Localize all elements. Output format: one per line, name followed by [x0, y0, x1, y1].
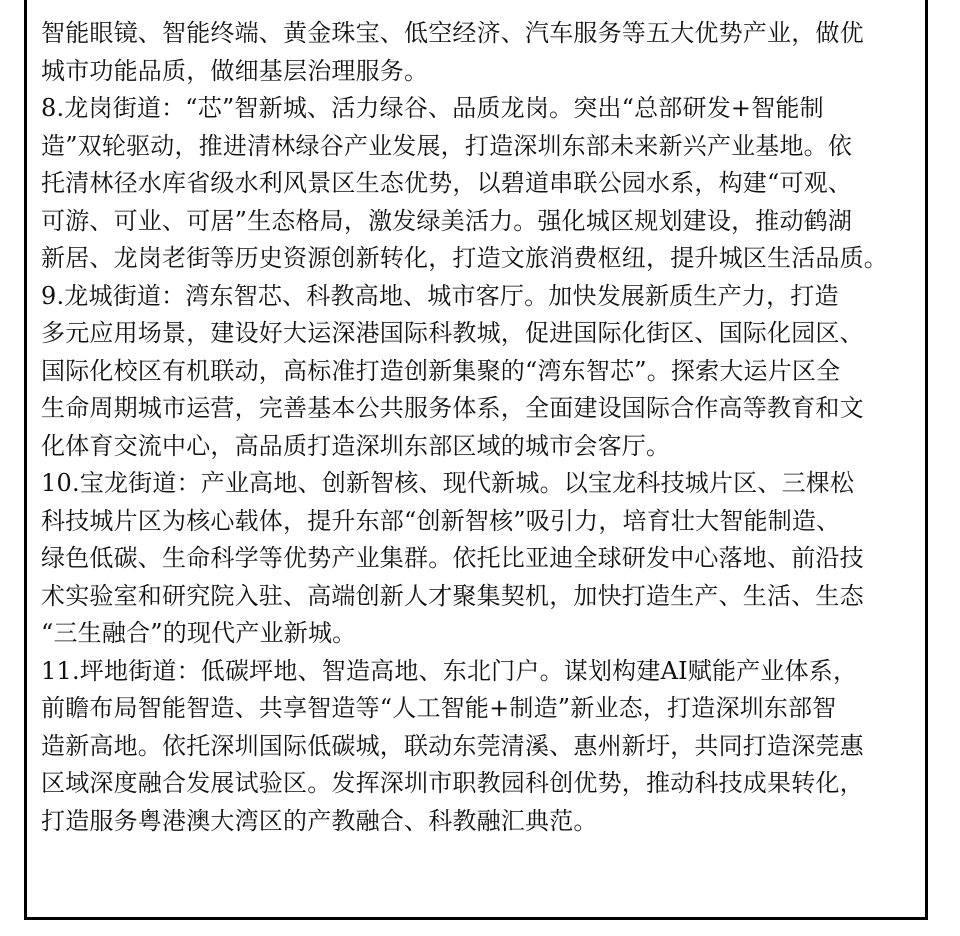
text-line: 托清林径水库省级水利风景区生态优势，以碧道串联公园水系，构建“可观、 [41, 169, 853, 197]
text-line: 智能眼镜、智能终端、黄金珠宝、低空经济、汽车服务等五大优势产业，做优 [41, 19, 864, 47]
paragraph-baolong-street: 10.宝龙街道：产业高地、创新智核、现代新城。以宝龙科技城片区、三棵松 [41, 469, 855, 497]
text-line: 造新高地。依托深圳国际低碳城，联动东莞清溪、惠州新圩，共同打造深莞惠 [41, 731, 864, 760]
text-line: 科技城片区为核心载体，提升东部“创新智核”吸引力，培育壮大智能制造、 [41, 506, 841, 535]
text-line: 城市功能品质，做细基层治理服务。 [41, 56, 429, 85]
text-line: 化体育交流中心，高品质打造深圳东部区域的城市会客厅。 [41, 431, 671, 460]
text-line: 多元应用场景，建设好大运深港国际科教城，促进国际化街区、国际化园区、 [41, 319, 864, 347]
text-line: 打造服务粤港澳大湾区的产教融合、科教融汇典范。 [41, 806, 598, 835]
text-line: 新居、龙岗老街等历史资源创新转化，打造文旅消费枢纽，提升城区生活品质。 [41, 244, 888, 272]
text-line: 绿色低碳、生命科学等优势产业集群。依托比亚迪全球研发中心落地、前沿技 [41, 544, 864, 572]
text-line: 可游、可业、可居”生态格局，激发绿美活力。强化城区规划建设，推动鹤湖 [41, 206, 853, 235]
text-line: 区域深度融合发展试验区。发挥深圳市职教园科创优势，推动科技成果转化， [41, 769, 864, 797]
text-line: 生命周期城市运营，完善基本公共服务体系，全面建设国际合作高等教育和文 [41, 394, 864, 422]
document-text-block [41, 15, 921, 840]
document-frame [24, 0, 928, 920]
text-line: 术实验室和研究院入驻、高端创新人才聚集契机，加快打造生产、生活、生态 [41, 581, 864, 610]
text-line: 前瞻布局智能智造、共享智造等“人工智能+制造”新业态，打造深圳东部智 [41, 694, 837, 722]
text-line: 造”双轮驱动，推进清林绿谷产业发展，打造深圳东部未来新兴产业基地。依 [41, 131, 853, 160]
paragraph-longgang-street: 8.龙岗街道：“芯”智新城、活力绿谷、品质龙岗。突出“总部研发+智能制 [41, 94, 824, 122]
paragraph-longcheng-street: 9.龙城街道：湾东智芯、科教高地、城市客厅。加快发展新质生产力，打造 [41, 281, 839, 310]
paragraph-pingdi-street: 11.坪地街道：低碳坪地、智造高地、东北门户。谋划构建AI赋能产业体系， [41, 656, 858, 685]
text-line: 国际化校区有机联动，高标准打造创新集聚的“湾东智芯”。探索大运片区全 [41, 356, 841, 385]
text-line: “三生融合”的现代产业新城。 [41, 619, 357, 647]
